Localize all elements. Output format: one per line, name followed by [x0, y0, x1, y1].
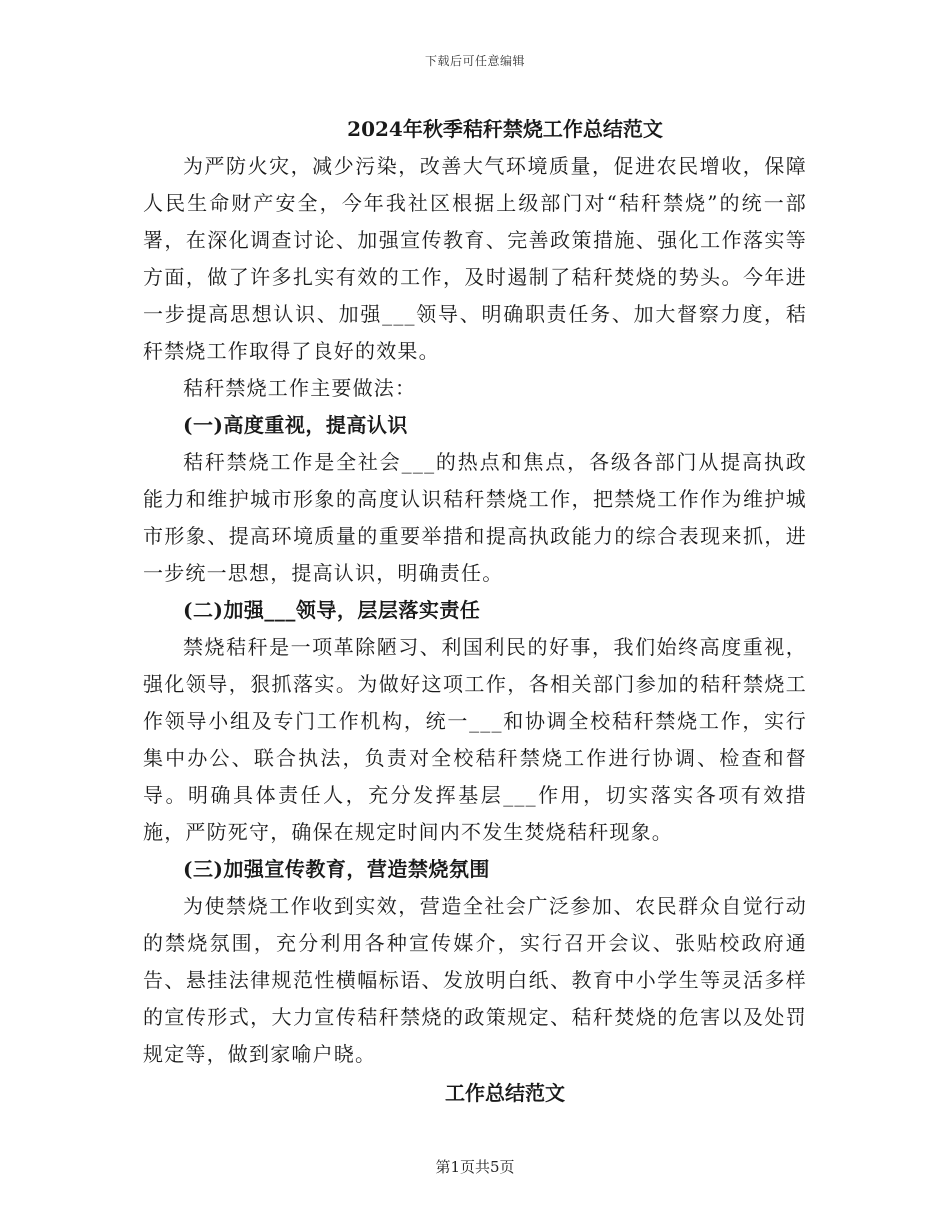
paragraph-section-1: 秸秆禁烧工作是全社会___的热点和焦点，各级各部门从提高执政能力和维护城市形象的高度认识秸秆禁烧工作，把禁烧工作作为维护城市形象、提高环境质量的重要举措和提高执政能力的综合表现来抓，进一步统一思想，提高认识，明确责任。	[143, 450, 807, 585]
sub-title: 工作总结范文	[445, 1081, 565, 1105]
section-heading-2: (二)加强___领导，层层落实责任	[183, 598, 481, 622]
paragraph-section-2: 禁烧秸秆是一项革除陋习、利国利民的好事，我们始终高度重视，强化领导，狠抓落实。为做好这项工作，各相关部门参加的秸秆禁烧工作领导小组及专门工作机构，统一___和协调全校秸秆禁烧工作，实行集中办公、联合执法，负责对全校秸秆禁烧工作进行协调、检查和督导。明确具体责任人，充分发挥基层___作用，切实落实各项有效措施，严防死守，确保在规定时间内不发生焚烧秸秆现象。	[143, 635, 807, 844]
document-title: 2024年秋季秸秆禁烧工作总结范文	[347, 117, 663, 141]
paragraph-section-3: 为使禁烧工作收到实效，营造全社会广泛参加、农民群众自觉行动的禁烧氛围，充分利用各种宣传媒介，实行召开会议、张贴校政府通告、悬挂法律规范性横幅标语、发放明白纸、教育中小学生等灵活多样的宣传形式，大力宣传秸秆禁烧的政策规定、秸秆焚烧的危害以及处罚规定等，做到家喻户晓。	[143, 894, 807, 1066]
paragraph-intro: 为严防火灾，减少污染，改善大气环境质量，促进农民增收，保障人民生命财产安全，今年我社区根据上级部门对“秸秆禁烧”的统一部署，在深化调查讨论、加强宣传教育、完善政策措施、强化工作落实等方面，做了许多扎实有效的工作，及时遏制了秸秆焚烧的势头。今年进一步提高思想认识、加强___领导、明确职责任务、加大督察力度，秸秆禁烧工作取得了良好的效果。	[143, 154, 807, 363]
header-note: 下载后可任意编辑	[424, 54, 525, 68]
section-heading-3: (三)加强宣传教育，营造禁烧氛围	[183, 857, 490, 881]
document-body	[143, 112, 807, 1112]
paragraph-methods-intro: 秸秆禁烧工作主要做法：	[183, 376, 417, 400]
section-heading-1: (一)高度重视，提高认识	[183, 413, 408, 437]
page-footer: 第1页共5页	[435, 1158, 515, 1176]
